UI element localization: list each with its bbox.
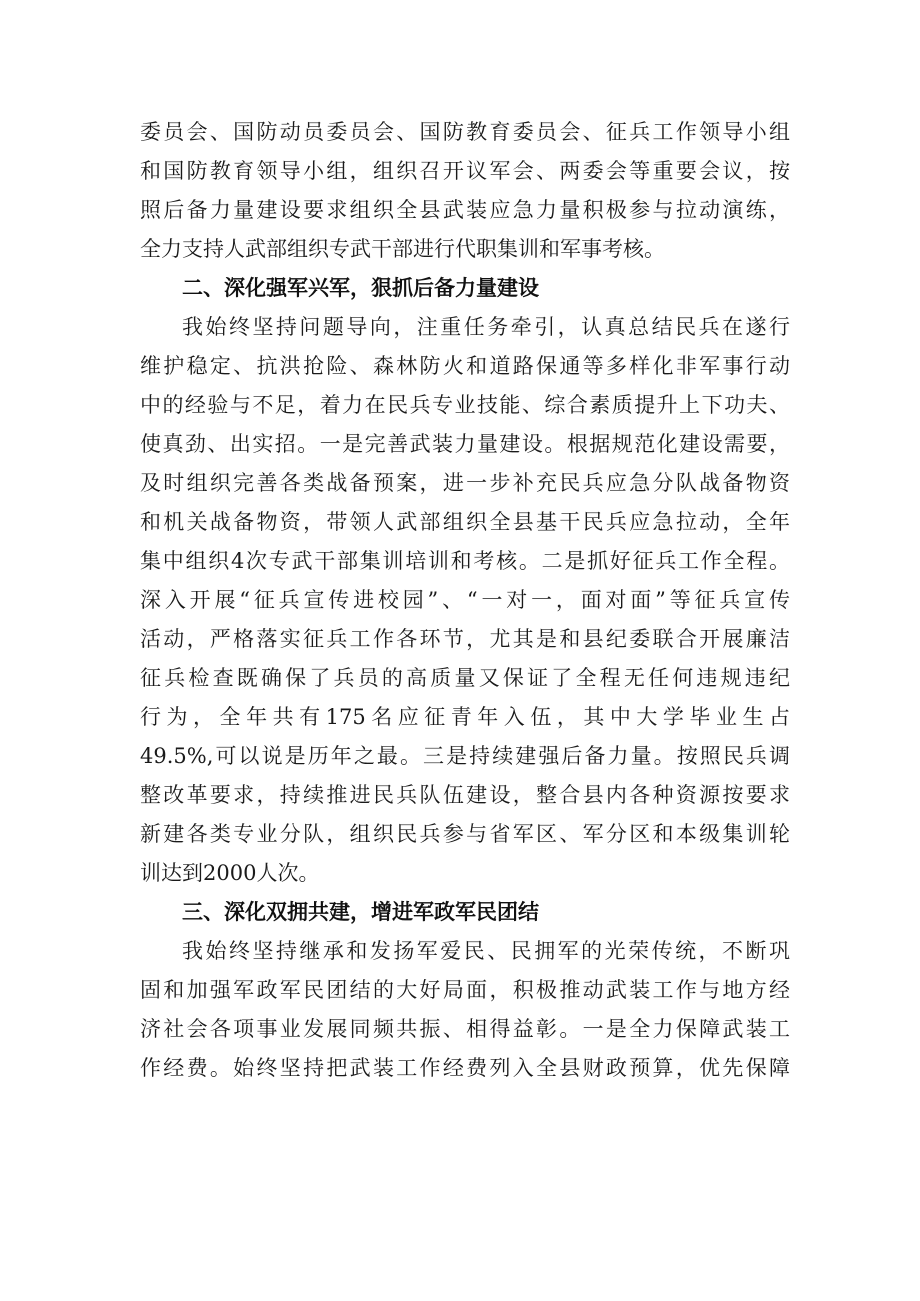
text-line: 和机关战备物资，带领人武部组织全县基干民兵应急拉动，全年 [140, 510, 790, 534]
text-line: 活动，严格落实征兵工作各环节，尤其是和县纪委联合开展廉洁 [140, 627, 790, 651]
text-line: 整改革要求，持续推进民兵队伍建设，整合县内各种资源按要求 [140, 783, 790, 807]
text-line: 作经费。始终坚持把武装工作经费列入全县财政预算，优先保障 [140, 1056, 790, 1080]
text-line: 我始终坚持继承和发扬军爱民、民拥军的光荣传统，不断巩 [182, 939, 790, 963]
document-body [140, 113, 790, 1088]
text-line: 固和加强军政军民团结的大好局面，积极推动武装工作与地方经 [140, 978, 790, 1002]
text-line: 深入开展“征兵宣传进校园”、“一对一，面对面”等征兵宣传 [140, 588, 790, 612]
paragraph-2 [140, 308, 790, 893]
text-line: 中的经验与不足，着力在民兵专业技能、综合素质提升上下功夫、 [140, 393, 790, 417]
text-line: 使真劲、出实招。一是完善武装力量建设。根据规范化建设需要， [140, 432, 790, 456]
text-line: 照后备力量建设要求组织全县武装应急力量积极参与拉动演练， [140, 198, 790, 222]
text-line: 新建各类专业分队，组织民兵参与省军区、军分区和本级集训轮 [140, 822, 790, 846]
text-line: 行为，全年共有175名应征青年入伍，其中大学毕业生占 [140, 705, 790, 729]
text-line: 和国防教育领导小组，组织召开议军会、两委会等重要会议，按 [140, 159, 790, 183]
text-line: 及时组织完善各类战备预案，进一步补充民兵应急分队战备物资 [140, 471, 790, 495]
text-line: 征兵检查既确保了兵员的高质量又保证了全程无任何违规违纪 [140, 666, 790, 690]
text-line: 49.5%,可以说是历年之最。三是持续建强后备力量。按照民兵调 [140, 744, 790, 768]
text-line: 委员会、国防动员委员会、国防教育委员会、征兵工作领导小组 [140, 120, 790, 144]
text-line: 集中组织4次专武干部集训培训和考核。二是抓好征兵工作全程。 [140, 549, 790, 573]
text-line: 训达到2000人次。 [140, 861, 320, 885]
section-heading-3: 三、深化双拥共建，增进军政军民团结 [182, 900, 539, 924]
text-line: 我始终坚持问题导向，注重任务牵引，认真总结民兵在遂行 [182, 315, 790, 339]
text-line: 济社会各项事业发展同频共振、相得益彰。一是全力保障武装工 [140, 1017, 790, 1041]
text-line: 全力支持人武部组织专武干部进行代职集训和军事考核。 [140, 237, 665, 261]
text-line: 维护稳定、抗洪抢险、森林防火和道路保通等多样化非军事行动 [140, 354, 790, 378]
section-heading-2: 二、深化强军兴军，狠抓后备力量建设 [182, 276, 539, 300]
paragraph-3 [140, 932, 790, 1088]
paragraph-1 [140, 113, 790, 269]
